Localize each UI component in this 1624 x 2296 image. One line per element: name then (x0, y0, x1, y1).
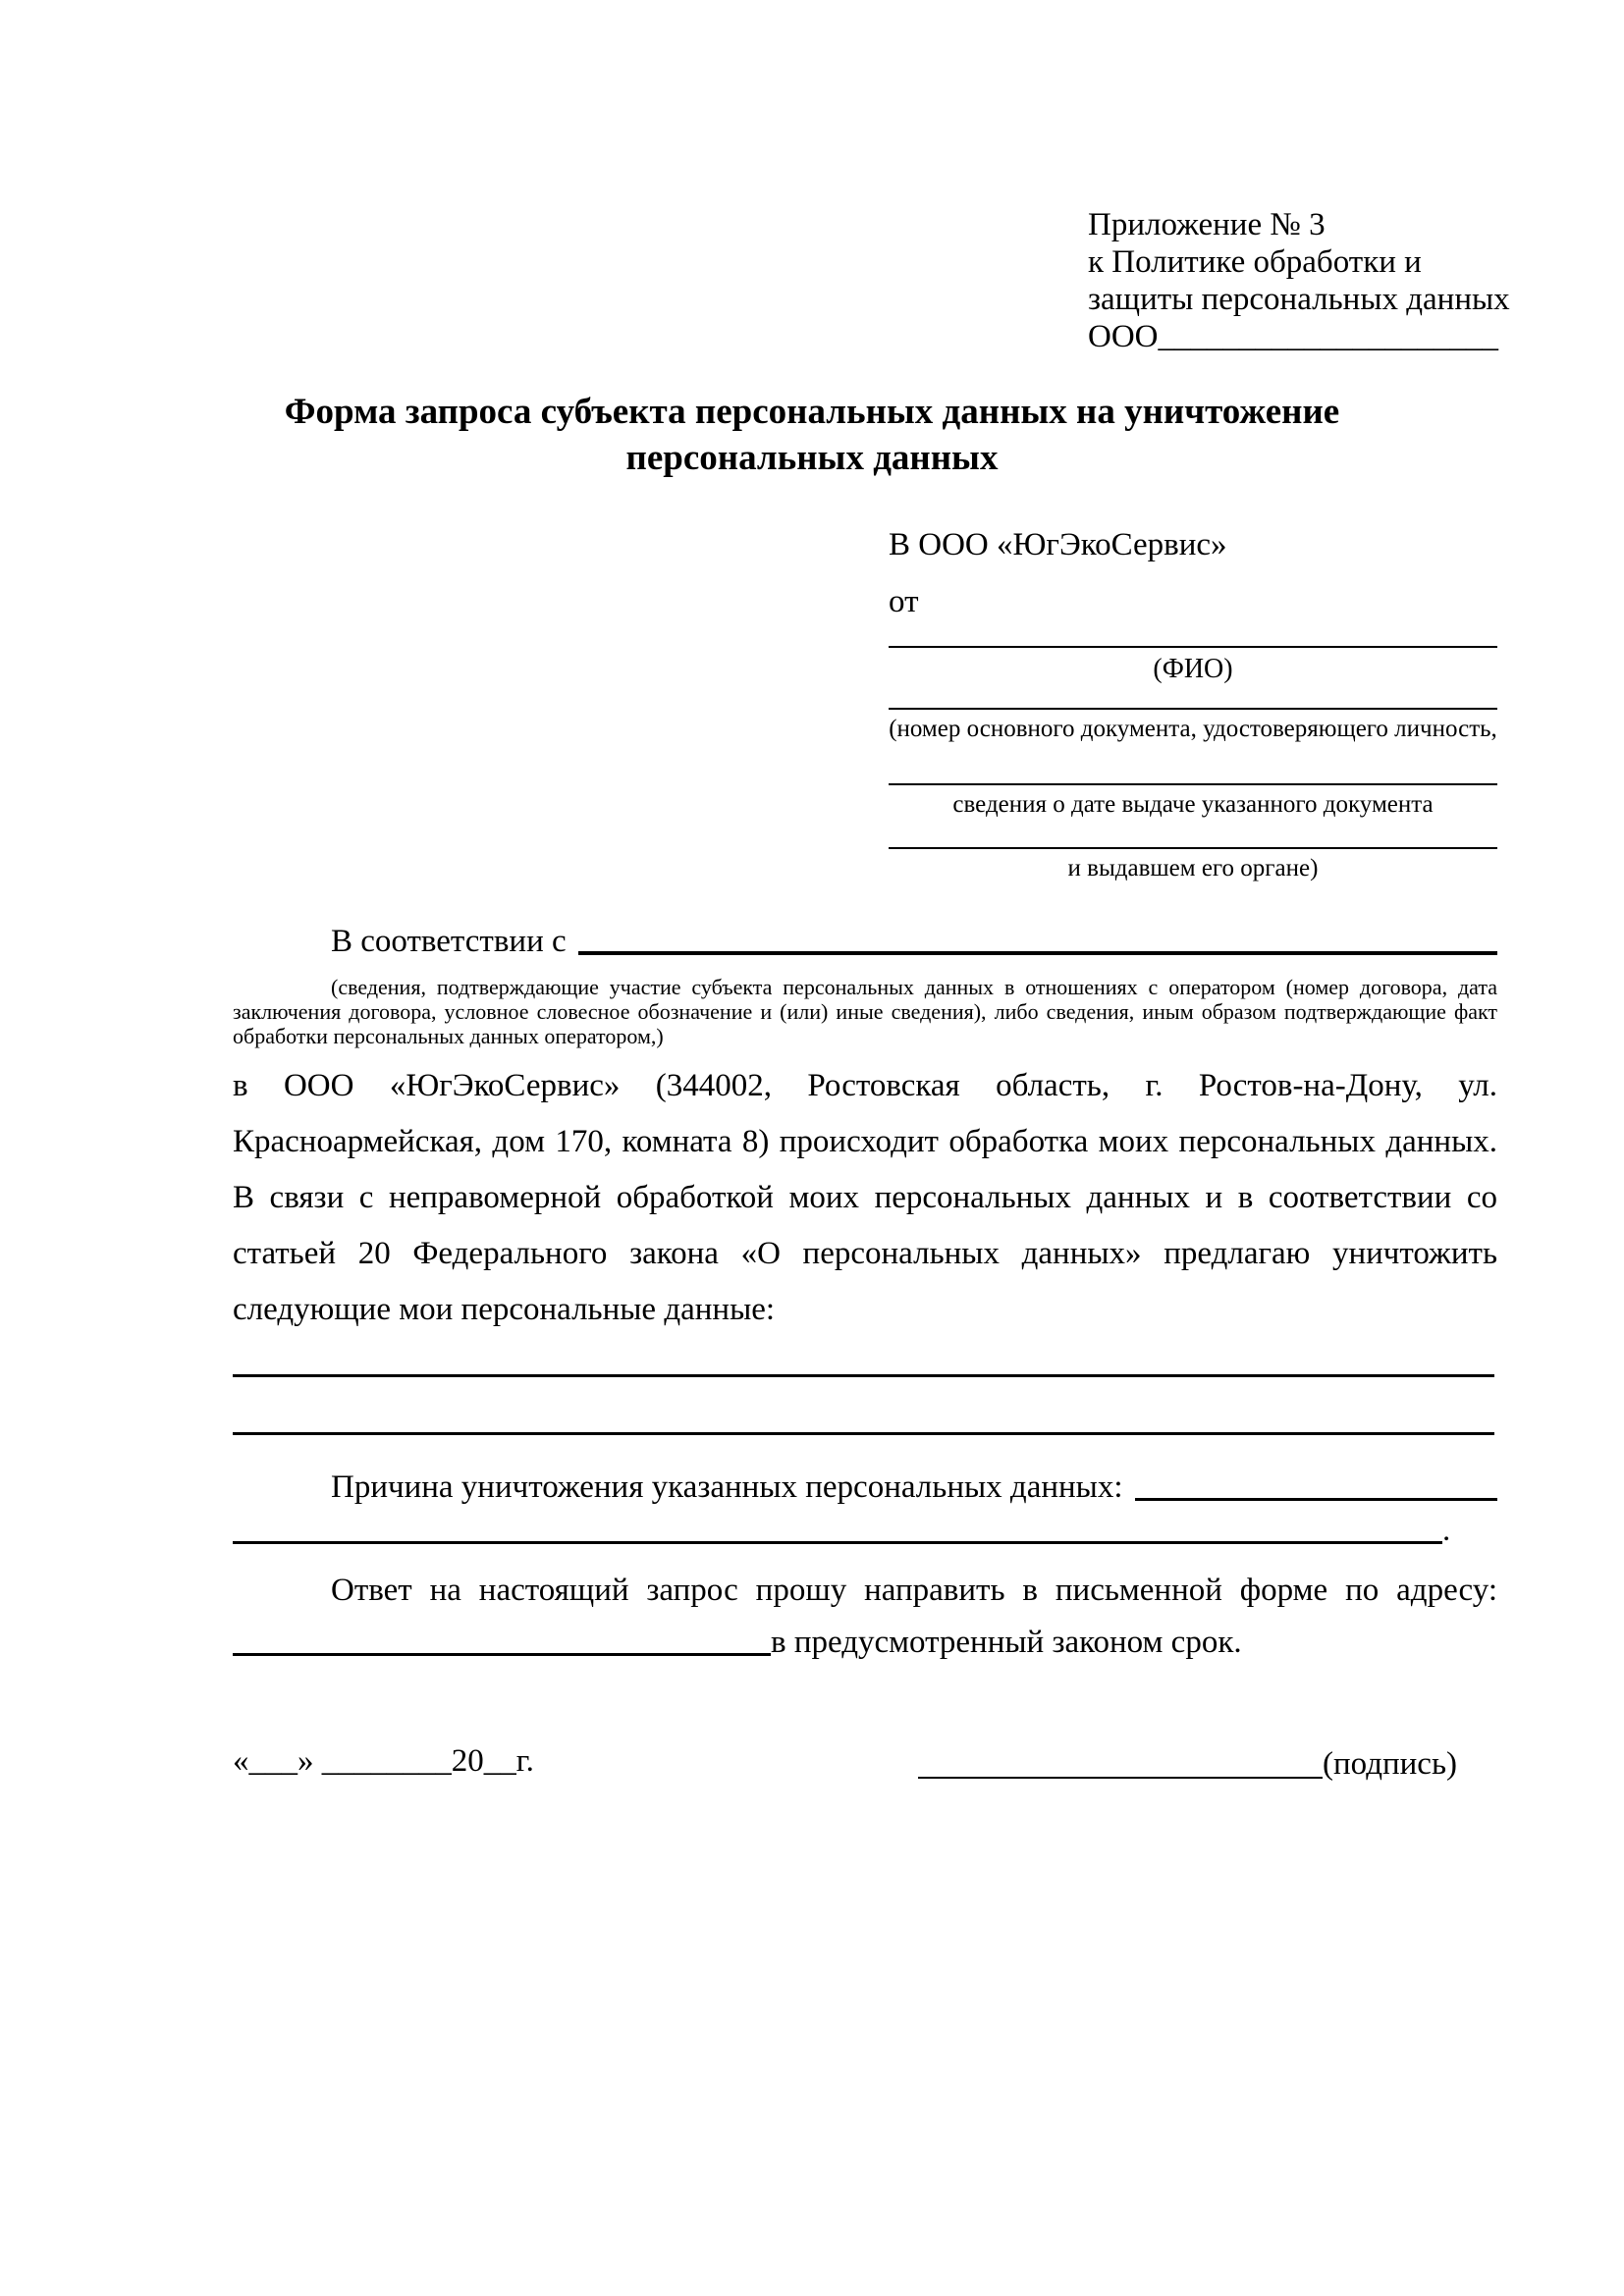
signature-blank-line (918, 1777, 1323, 1779)
doc-org-caption: и выдавшем его органе) (1067, 855, 1319, 881)
doc-org-blank-line (889, 847, 1497, 849)
header-ref-block (1088, 206, 1510, 355)
reply-request-line: Ответ на настоящий запрос прошу направить в письменной форме по адресу: (331, 1573, 1497, 1608)
reason-fill-line (1135, 1498, 1497, 1501)
reason-label: Причина уничтожения указанных персональных данных: (331, 1469, 1123, 1505)
text-line: Приложение № 3 (1088, 207, 1326, 242)
accordance-label: В соответствии с (331, 924, 567, 959)
text-line: защиты персональных данных (1088, 282, 1510, 317)
main-paragraph (233, 1058, 1497, 1338)
reply-address-row (233, 1622, 1497, 1661)
reply-address-blank-line (233, 1653, 771, 1656)
text-line: В связи с неправомерной обработкой моих персональных данных и в соответствии со (233, 1180, 1497, 1215)
signature-caption: (подпись) (1323, 1746, 1457, 1782)
reason-row (233, 1467, 1497, 1506)
period-text: . (1442, 1513, 1451, 1548)
text-line: следующие мои персональные данные: (233, 1292, 776, 1327)
text-line: Форма запроса субъекта персональных данных на уничтожение (284, 392, 1340, 432)
fio-blank-line (889, 646, 1497, 648)
text-line: Красноармейская, дом 170, комната 8) происходит обработка моих персональных данных. (233, 1124, 1497, 1159)
reply-tail-text: в предусмотренный законом срок. (771, 1625, 1242, 1660)
accordance-row (233, 921, 1497, 960)
doc-date-caption: сведения о дате выдаче указанного документа (952, 791, 1434, 818)
text-line: статьей 20 Федерального закона «О персональных данных» предлагаю уничтожить (233, 1236, 1497, 1271)
doc-number-blank-line (889, 708, 1497, 710)
doc-number-caption: (номер основного документа, удостоверяющего личность, (889, 716, 1497, 742)
signature-row (918, 1743, 1457, 1783)
accordance-fill-line (578, 951, 1497, 955)
addressee-from-label: от (889, 584, 919, 619)
text-line: к Политике обработки и (1088, 244, 1422, 280)
doc-date-blank-line (889, 783, 1497, 785)
date-placeholder: «___» ________20__г. (233, 1743, 534, 1779)
text-line: персональных данных (625, 438, 999, 478)
text-line: в ООО «ЮгЭкоСервис» (344002, Ростовская область, г. Ростов-на-Дону, ул. (233, 1068, 1497, 1103)
addressee-to-line: В ООО «ЮгЭкоСервис» (889, 527, 1227, 562)
text-line: заключения договора, условное словесное обозначение и (или) иные сведения), либо сведения, иным образом подтверждающие факт (233, 999, 1497, 1024)
blank-write-line-2 (233, 1432, 1494, 1435)
text-line: ООО_____________________ (1088, 319, 1498, 354)
fio-caption: (ФИО) (1153, 654, 1233, 684)
document-title (0, 389, 1624, 481)
reason-continuation-row (233, 1510, 1497, 1549)
accordance-note (233, 975, 1497, 1048)
blank-write-line-1 (233, 1374, 1494, 1377)
text-line: обработки персональных данных оператором,) (233, 1024, 664, 1048)
text-line: (сведения, подтверждающие участие субъекта персональных данных в отношениях с оператором (номер договора, дата (331, 975, 1497, 999)
reason-continuation-line (233, 1541, 1442, 1544)
